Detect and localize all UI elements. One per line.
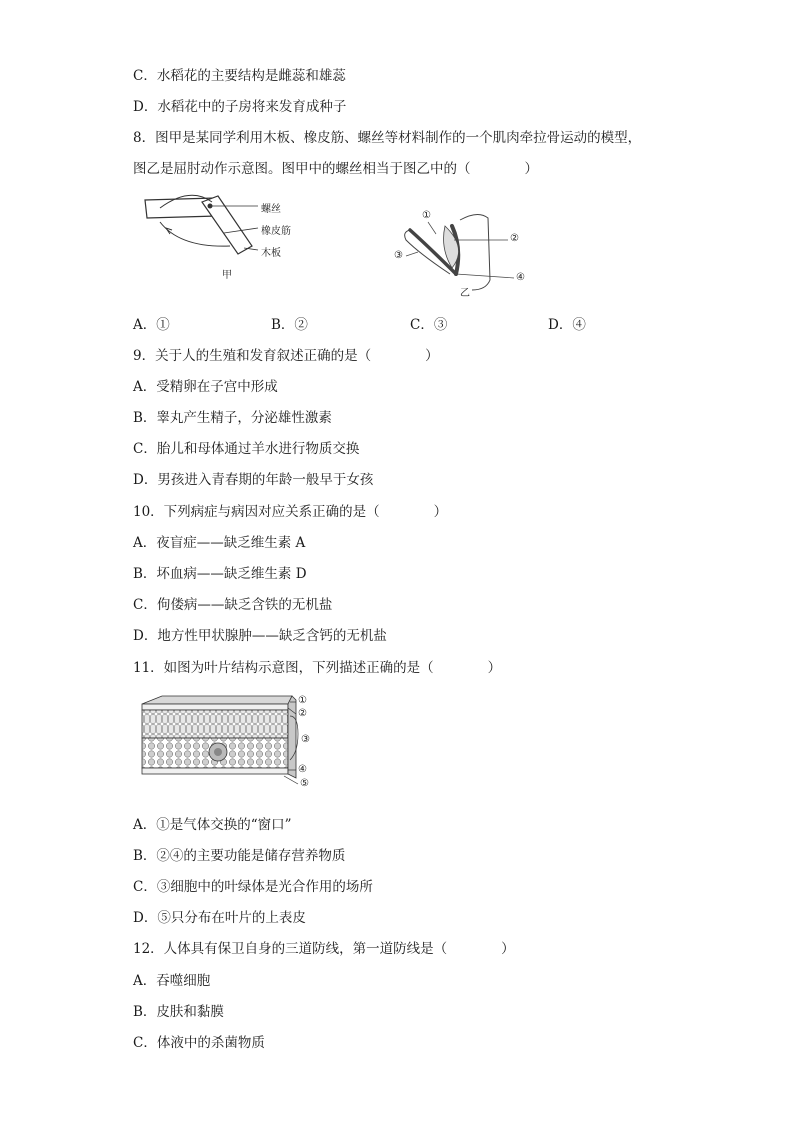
q11-option-c: C．③细胞中的叶绿体是光合作用的场所 bbox=[133, 879, 373, 895]
label-board: 木板 bbox=[261, 248, 281, 259]
q8-option-c: C．③ bbox=[410, 317, 448, 333]
q11-figure-leaf-structure bbox=[138, 694, 328, 794]
marker-1: ① bbox=[298, 695, 307, 706]
q9-option-d: D．男孩进入青春期的年龄一般早于女孩 bbox=[133, 472, 374, 488]
q8-option-d: D．④ bbox=[548, 317, 586, 333]
label-screw: 螺丝 bbox=[261, 204, 281, 215]
marker-4: ④ bbox=[298, 764, 307, 775]
marker-4: ④ bbox=[516, 272, 525, 283]
q9-stem: 9．关于人的生殖和发育叙述正确的是（ ） bbox=[133, 348, 439, 364]
marker-2: ② bbox=[510, 233, 519, 244]
marker-1: ① bbox=[422, 210, 431, 221]
figure-a-caption: 甲 bbox=[222, 270, 232, 281]
q10-option-b: B．坏血病——缺乏维生素 D bbox=[133, 566, 307, 582]
q12-stem: 12．人体具有保卫自身的三道防线，第一道防线是（ ） bbox=[133, 941, 515, 957]
q9-option-a: A．受精卵在子宫中形成 bbox=[133, 379, 278, 395]
q7-option-d: D．水稻花中的子房将来发育成种子 bbox=[133, 99, 347, 115]
q11-option-b: B．②④的主要功能是储存营养物质 bbox=[133, 848, 346, 864]
q10-stem: 10．下列病症与病因对应关系正确的是（ ） bbox=[133, 504, 448, 520]
figure-b-caption: 乙 bbox=[460, 288, 470, 299]
marker-3: ③ bbox=[394, 250, 403, 261]
marker-2: ② bbox=[298, 708, 307, 719]
q7-option-c: C．水稻花的主要结构是雌蕊和雄蕊 bbox=[133, 68, 346, 84]
q11-option-a: A．①是气体交换的“窗口” bbox=[133, 817, 292, 833]
label-rubber-band: 橡皮筋 bbox=[261, 226, 291, 237]
q8-stem-line2: 图乙是屈肘动作示意图。图甲中的螺丝相当于图乙中的（ ） bbox=[133, 161, 538, 177]
q12-option-c: C．体液中的杀菌物质 bbox=[133, 1035, 265, 1051]
q11-option-d: D．⑤只分布在叶片的上表皮 bbox=[133, 910, 306, 926]
q12-option-b: B．皮肤和黏膜 bbox=[133, 1004, 224, 1020]
q11-stem: 11．如图为叶片结构示意图，下列描述正确的是（ ） bbox=[133, 660, 502, 676]
q8-option-a: A．① bbox=[133, 317, 170, 333]
q8-figure-b-elbow bbox=[390, 208, 540, 298]
marker-5: ⑤ bbox=[300, 778, 309, 789]
q10-option-d: D．地方性甲状腺肿——缺乏含钙的无机盐 bbox=[133, 628, 387, 644]
q8-option-b: B．② bbox=[271, 317, 308, 333]
q10-option-a: A．夜盲症——缺乏维生素 A bbox=[133, 535, 306, 551]
q8-stem-line1: 8．图甲是某同学利用木板、橡皮筋、螺丝等材料制作的一个肌肉牵拉骨运动的模型， bbox=[133, 130, 642, 146]
q9-option-c: C．胎儿和母体通过羊水进行物质交换 bbox=[133, 441, 360, 457]
marker-3: ③ bbox=[301, 734, 310, 745]
q9-option-b: B．睾丸产生精子，分泌雄性激素 bbox=[133, 410, 332, 426]
q10-option-c: C．佝偻病——缺乏含铁的无机盐 bbox=[133, 597, 333, 613]
q8-figure-a-model bbox=[140, 188, 340, 283]
q12-option-a: A．吞噬细胞 bbox=[133, 973, 211, 989]
